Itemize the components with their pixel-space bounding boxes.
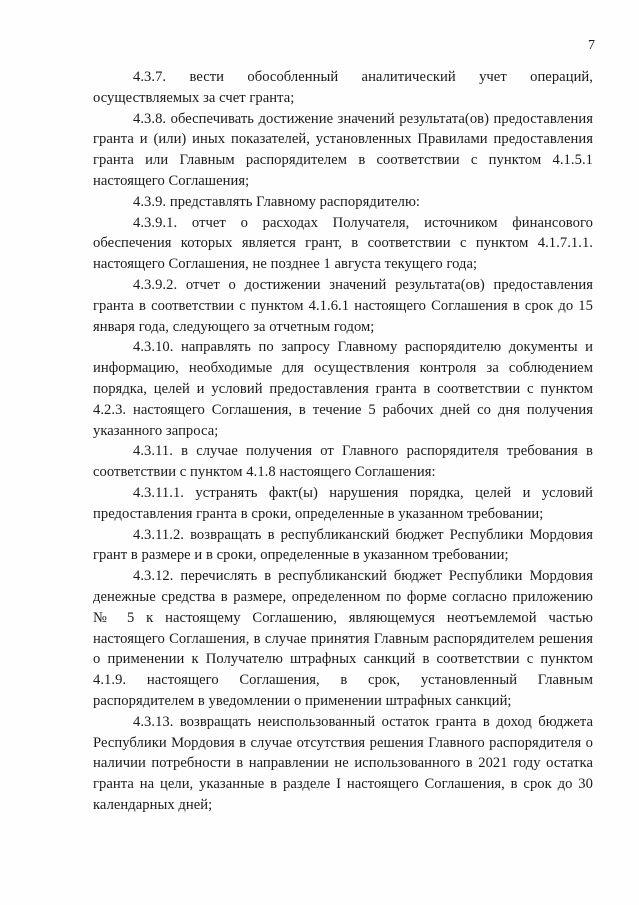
paragraph-4-3-9-1: 4.3.9.1. отчет о расходах Получателя, источником финансового обеспечения которых является грант, в соответствии с пунктом 4.1.7.1.1. настоящего Соглашения, не позднее 1 августа текущего года; [93, 214, 593, 273]
document-body [93, 67, 593, 816]
paragraph-4-3-9-2: 4.3.9.2. отчет о достижении значений результата(ов) предоставления гранта в соответствии с пунктом 4.1.6.1 настоящего Соглашения в срок до 15 января года, следующего за отчетным годом; [93, 276, 593, 335]
paragraph-4-3-11-2: 4.3.11.2. возвращать в республиканский бюджет Республики Мордовия грант в размере и в сроки, определенные в указанном требовании; [93, 526, 593, 564]
page-number: 7 [588, 38, 595, 53]
paragraph-4-3-11: 4.3.11. в случае получения от Главного распорядителя требования в соответствии с пунктом 4.1.8 настоящего Соглашения: [93, 443, 593, 481]
paragraph-4-3-12: 4.3.12. перечислять в республиканский бюджет Республики Мордовия денежные средства в размере, определенном по форме согласно приложению № 5 к настоящему Соглашению, являющемуся неотъемлемой частью настоящего Соглашения, в случае принятия Главным распорядителем решения о применении к Получателю штрафных санкций в соответствии с пунктом 4.1.9. настоящего Соглашения, в срок, установленный Главным распорядителем в уведомлении о применении штрафных санкций; [93, 568, 593, 709]
paragraph-4-3-8: 4.3.8. обеспечивать достижение значений результата(ов) предоставления гранта и (или) иных показателей, установленных Правилами предоставления гранта или Главным распорядителем в соответствии с пунктом 4.1.5.1 настоящего Соглашения; [93, 110, 593, 189]
paragraph-4-3-10: 4.3.10. направлять по запросу Главному распорядителю документы и информацию, необходимые для осуществления контроля за соблюдением порядка, целей и условий предоставления гранта в соответствии с пунктом 4.2.3. настоящего Соглашения, в течение 5 рабочих дней со дня получения указанного запроса; [93, 339, 593, 439]
paragraph-4-3-7: 4.3.7. вести обособленный аналитический учет операций, осуществляемых за счет гранта; [93, 69, 593, 106]
paragraph-4-3-11-1: 4.3.11.1. устранять факт(ы) нарушения порядка, целей и условий предоставления гранта в сроки, определенные в указанном требовании; [93, 484, 593, 522]
paragraph-4-3-13: 4.3.13. возвращать неиспользованный остаток гранта в доход бюджета Республики Мордовия в случае отсутствия решения Главного распорядителя о наличии потребности в направлении не использованного в 2021 году остатка гранта на цели, указанные в разделе I настоящего Соглашения, в срок до 30 календарных дней; [93, 713, 593, 813]
paragraph-4-3-9: 4.3.9. представлять Главному распорядителю: [133, 193, 421, 210]
